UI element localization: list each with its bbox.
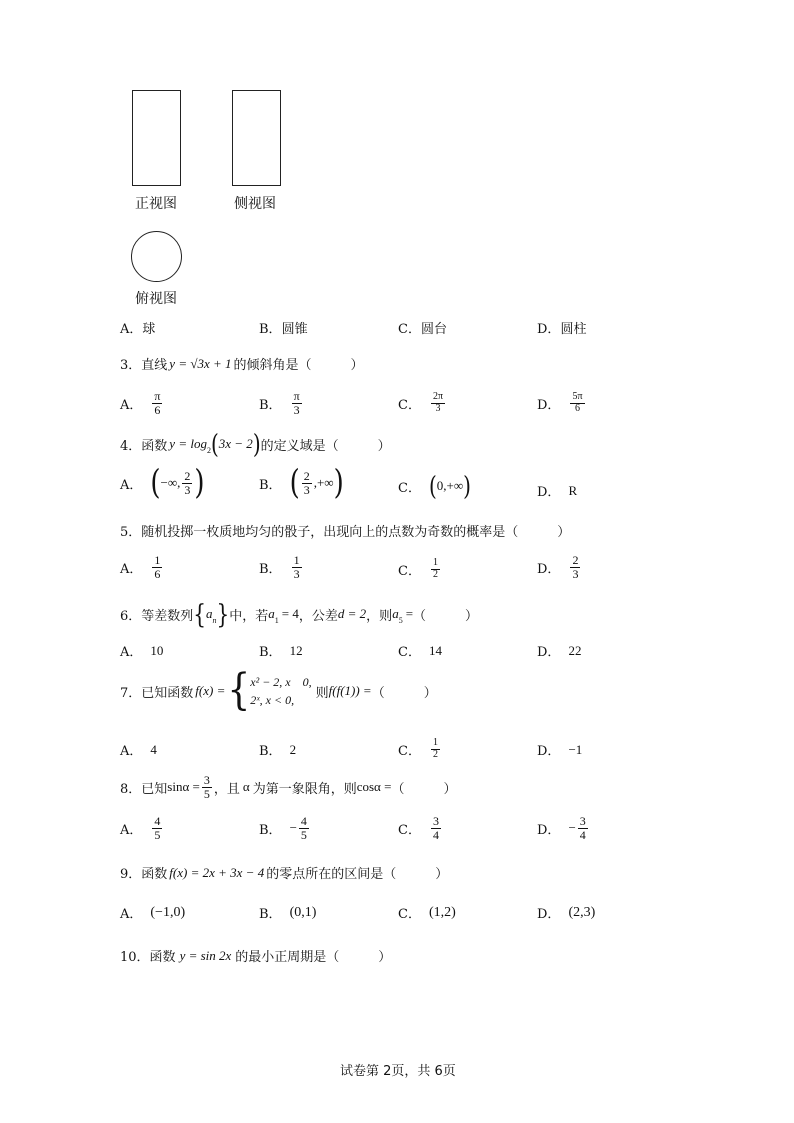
question-text: 已知函数 — [141, 685, 194, 701]
fraction-denominator: 6 — [154, 566, 161, 581]
q6-option-d[interactable] — [537, 641, 581, 660]
q3-option-d[interactable] — [537, 392, 587, 414]
fraction-denominator: 6 — [574, 402, 580, 414]
question-text: 函数 — [141, 438, 168, 454]
option-letter: A． — [120, 907, 143, 922]
interval-left: −∞, — [160, 475, 181, 491]
brace-close: } — [216, 598, 230, 630]
q5-option-d[interactable] — [537, 554, 582, 580]
equation: y = log — [169, 436, 207, 451]
q9-option-a[interactable] — [120, 903, 185, 922]
option-letter: D． — [537, 485, 561, 500]
option-text: 4 — [150, 741, 157, 757]
option-text: 12 — [289, 642, 303, 658]
composite-function: f(f(1)) = — [328, 683, 372, 698]
q8-option-c[interactable] — [398, 815, 443, 841]
sequence-symbol: a — [206, 606, 213, 621]
fraction-denominator: 3 — [435, 402, 441, 414]
question-text: ，公差 — [298, 608, 338, 624]
paren-open: ( — [289, 463, 300, 503]
q8-option-a[interactable] — [120, 815, 164, 841]
option-letter: B． — [259, 645, 282, 660]
question-text: 等差数列 — [141, 608, 194, 624]
option-letter: C． — [398, 743, 421, 759]
q8-option-b[interactable] — [259, 815, 311, 841]
option-letter: D． — [537, 397, 561, 413]
q4-option-a[interactable] — [120, 463, 205, 503]
log-argument: 3x − 2 — [218, 436, 253, 451]
q7-option-c[interactable] — [398, 738, 442, 760]
fraction-denominator: 5 — [154, 827, 161, 842]
option-letter: C． — [398, 397, 421, 413]
fraction-denominator: 3 — [303, 482, 310, 497]
sign: − — [568, 820, 576, 836]
fraction-numerator: 3 — [579, 814, 586, 828]
option-letter: C． — [398, 822, 421, 838]
interval: (−1,0) — [150, 904, 186, 920]
cosine-expression: cosα = — [356, 779, 392, 795]
question-number: 3． — [120, 358, 142, 373]
option-letter: D． — [537, 561, 561, 577]
term-index: 5 — [398, 615, 403, 625]
front-view-label: 正视图 — [135, 196, 177, 212]
question-text: 函数 — [141, 867, 168, 882]
fraction-numerator: 1 — [432, 557, 438, 568]
paren-open: ( — [428, 470, 437, 502]
piecewise-brace: { — [227, 665, 251, 715]
q4-option-d[interactable] — [537, 481, 577, 500]
fraction-denominator: 6 — [154, 402, 161, 417]
fraction-numerator: 4 — [154, 814, 161, 828]
fraction-numerator: 2 — [303, 469, 310, 483]
term-symbol: a — [392, 606, 399, 621]
question-text: 的最小正周期是（ ） — [235, 950, 392, 965]
paren-close: ) — [252, 428, 261, 460]
question-text: 为第一象限角，则 — [252, 781, 357, 797]
fraction-numerator: π — [293, 389, 300, 403]
option-letter: A． — [120, 561, 143, 577]
question-text: ，且 — [213, 781, 240, 797]
option-letter: A． — [120, 477, 143, 493]
q2-option-d[interactable] — [537, 318, 586, 337]
question-text: （ ） — [371, 685, 437, 701]
log-base: 2 — [206, 445, 211, 455]
fraction-numerator: 1 — [432, 737, 438, 748]
page-footer: 试卷第 2页，共 6页 — [340, 1064, 456, 1079]
option-letter: C． — [398, 322, 421, 337]
q4-option-b[interactable] — [259, 463, 344, 503]
interval: (1,2) — [428, 904, 456, 920]
option-letter: D． — [537, 744, 561, 759]
option-letter: B． — [259, 744, 282, 759]
q5-option-a[interactable] — [120, 554, 164, 580]
question-3 — [120, 354, 364, 373]
fraction-denominator: 3 — [572, 566, 579, 581]
q2-option-c[interactable] — [398, 318, 447, 337]
fraction-denominator: 2 — [432, 748, 438, 760]
fraction-numerator: 2 — [184, 469, 191, 483]
q3-option-a[interactable] — [120, 390, 164, 416]
q8-option-d[interactable] — [537, 815, 590, 841]
fraction-numerator: 4 — [300, 814, 307, 828]
question-5 — [120, 521, 570, 540]
alpha-symbol: α — [242, 779, 250, 795]
fraction-denominator: 4 — [579, 827, 586, 842]
paren-close: ) — [194, 463, 205, 503]
front-view-rectangle — [132, 90, 181, 186]
option-letter: A． — [120, 822, 143, 838]
fraction-denominator: 3 — [293, 402, 300, 417]
fraction-numerator: 1 — [293, 553, 300, 567]
question-text: （ ） — [413, 608, 479, 624]
fraction-denominator: 3 — [293, 566, 300, 581]
q9-option-c[interactable] — [398, 903, 456, 922]
question-text: （ ） — [391, 781, 457, 797]
q3-option-c[interactable] — [398, 392, 447, 414]
piecewise-case-1: x² − 2, x 0, — [250, 675, 312, 689]
option-letter: D． — [537, 822, 561, 838]
option-letter: B． — [259, 822, 282, 838]
fraction-numerator: 5π — [572, 391, 583, 402]
question-text: 的定义域是（ ） — [260, 438, 391, 454]
question-10 — [120, 946, 391, 965]
equation: y = √3x + 1 — [169, 355, 232, 371]
question-number: 7． — [120, 685, 142, 701]
question-number: 8． — [120, 781, 142, 797]
option-letter: C． — [398, 907, 421, 922]
interval: 0,+∞ — [436, 478, 464, 493]
question-number: 5． — [120, 525, 142, 540]
paren-close: ) — [333, 463, 344, 503]
fraction-numerator: 2π — [432, 391, 444, 402]
piecewise-cases — [250, 673, 311, 709]
paren-close: ) — [463, 470, 471, 502]
question-text: 则 — [315, 685, 329, 701]
option-letter: C． — [398, 563, 421, 579]
option-letter: B． — [259, 397, 282, 413]
paren-open: ( — [210, 428, 219, 460]
question-number: 9． — [120, 867, 142, 882]
term-index: 1 — [274, 615, 279, 625]
option-text: 10 — [150, 642, 164, 658]
option-letter: C． — [398, 645, 421, 660]
option-text: 圆锥 — [281, 322, 308, 337]
option-text: 圆台 — [420, 322, 447, 337]
option-text: 圆柱 — [560, 322, 587, 337]
question-text: 函数 — [149, 950, 176, 965]
q5-option-b[interactable] — [259, 554, 304, 580]
q9-option-d[interactable] — [537, 903, 595, 922]
fraction-numerator: 3 — [203, 773, 210, 787]
fraction-denominator: 4 — [432, 827, 439, 842]
option-letter: A． — [120, 397, 143, 413]
question-9 — [120, 863, 448, 882]
question-4 — [120, 428, 391, 460]
fraction-numerator: π — [154, 389, 161, 403]
brace-open: { — [193, 598, 207, 630]
q4-option-c[interactable] — [398, 470, 471, 502]
question-number: 10． — [120, 950, 150, 965]
option-text: −1 — [568, 741, 583, 757]
option-letter: B． — [259, 477, 282, 493]
top-view-circle — [131, 231, 182, 282]
question-7 — [120, 665, 437, 715]
option-text: 2 — [289, 741, 297, 757]
q5-option-c[interactable] — [398, 558, 442, 580]
question-text: ，则 — [366, 608, 393, 624]
question-text: 的零点所在的区间是（ ） — [266, 867, 449, 882]
fraction-numerator: 2 — [572, 553, 579, 567]
option-letter: D． — [537, 645, 561, 660]
q2-option-a[interactable] — [120, 318, 155, 337]
option-letter: C． — [398, 480, 421, 496]
fraction-numerator: 1 — [154, 553, 161, 567]
question-text: 的倾斜角是（ ） — [233, 358, 364, 373]
q9-option-b[interactable] — [259, 903, 316, 922]
interval-right: ,+∞ — [313, 475, 334, 491]
equation: y = sin 2x — [179, 947, 232, 963]
q2-option-b[interactable] — [259, 318, 308, 337]
question-text: 中，若 — [229, 608, 269, 624]
q7-option-b[interactable] — [259, 740, 296, 759]
option-letter: A． — [120, 645, 143, 660]
option-letter: A． — [120, 322, 143, 337]
equals-sign: = — [405, 606, 414, 621]
option-text: R — [568, 482, 578, 498]
option-text: 球 — [142, 322, 156, 337]
option-letter: B． — [259, 322, 282, 337]
option-letter: B． — [259, 561, 282, 577]
piecewise-case-2: 2ˣ, x < 0, — [250, 693, 295, 707]
common-difference: d = 2 — [337, 606, 367, 621]
question-6 — [120, 598, 479, 630]
question-text: 随机投掷一枚质地均匀的骰子，出现向上的点数为奇数的概率是（ ） — [141, 525, 571, 540]
question-8 — [120, 774, 456, 800]
option-letter: B． — [259, 907, 282, 922]
function-name: f(x) = — [195, 683, 226, 698]
option-text: 14 — [428, 642, 442, 658]
term-symbol: a — [268, 606, 275, 621]
q7-option-d[interactable] — [537, 740, 582, 759]
q6-option-c[interactable] — [398, 641, 442, 660]
sine-expression: sinα = — [167, 779, 200, 795]
fraction-denominator: 2 — [432, 568, 438, 580]
sign: − — [289, 820, 297, 836]
side-view-label: 侧视图 — [234, 196, 276, 212]
fraction-denominator: 5 — [203, 786, 210, 801]
sequence-index: n — [212, 615, 217, 625]
question-number: 4． — [120, 438, 142, 454]
option-letter: D． — [537, 907, 561, 922]
q6-option-b[interactable] — [259, 641, 303, 660]
interval: (0,1) — [289, 904, 317, 920]
term-value: = 4 — [281, 606, 299, 621]
equation: f(x) = 2x + 3x − 4 — [169, 864, 265, 880]
option-text: 22 — [568, 642, 582, 658]
option-letter: A． — [120, 744, 143, 759]
interval: (2,3) — [568, 904, 596, 920]
fraction-denominator: 5 — [300, 827, 307, 842]
option-letter: D． — [537, 322, 561, 337]
question-text: 直线 — [141, 358, 168, 373]
q6-option-a[interactable] — [120, 641, 163, 660]
q3-option-b[interactable] — [259, 390, 304, 416]
question-text: 已知 — [141, 781, 168, 797]
top-view-label: 俯视图 — [135, 291, 177, 307]
fraction-denominator: 3 — [184, 482, 191, 497]
q7-option-a[interactable] — [120, 740, 157, 759]
paren-open: ( — [150, 463, 161, 503]
question-number: 6． — [120, 608, 142, 624]
fraction-numerator: 3 — [432, 814, 439, 828]
side-view-rectangle — [232, 90, 281, 186]
